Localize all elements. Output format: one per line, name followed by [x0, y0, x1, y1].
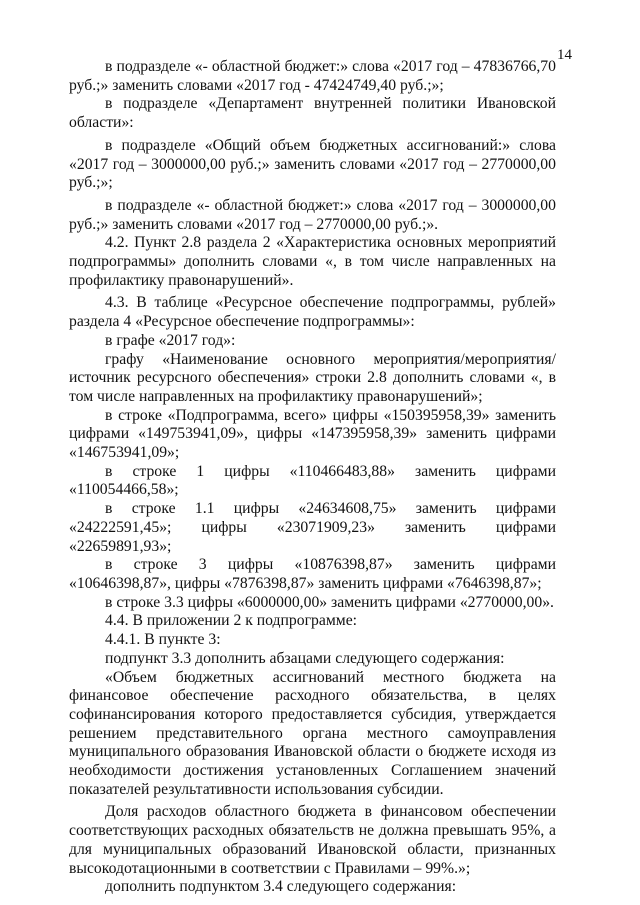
- paragraph-7: в графе «2017 год»:: [105, 331, 236, 349]
- paragraph-9: в строке «Подпрограмма, всего» цифры «150395958,39» заменить цифрами «149753941,09», цифры «147395958,39» заменить цифрами «146753941,09»;: [69, 406, 556, 462]
- paragraph-1: в подразделе «- областной бюджет:» слова «2017 год – 47836766,70 руб.;» заменить словами «2017 год - 47424749,40 руб.;»;: [69, 58, 556, 94]
- paragraph-5: 4.2. Пункт 2.8 раздела 2 «Характеристика основных мероприятий подпрограммы» дополнить словами «, в том числе направленных на профилактику правонарушений».: [69, 234, 556, 289]
- paragraph-17: «Объем бюджетных ассигнований местного бюджета на финансовое обеспечение расходного обязательства, в целях софинансирования которого предоставляется субсидия, утверждается решением представительного органа местного самоуправления муниципального образования Ивановской области о бюджете исходя из необходимости достижения установленных Соглашением значений показателей результативности использования субсидии.: [69, 668, 556, 798]
- document-body: [69, 58, 556, 897]
- paragraph-3: в подразделе «Общий объем бюджетных ассигнований:» слова «2017 год – 3000000,00 руб.;» заменить словами «2017 год – 2770000,00 руб.;»;: [69, 136, 556, 192]
- paragraph-8: графу «Наименование основного мероприятия/мероприятия/ источник ресурсного обеспечения» строки 2.8 дополнить словами «, в том числе направленных на профилактику правонарушений»;: [69, 350, 556, 405]
- paragraph-19: дополнить подпунктом 3.4 следующего содержания:: [105, 878, 457, 896]
- paragraph-16: подпункт 3.3 дополнить абзацами следующего содержания:: [105, 649, 505, 667]
- paragraph-13: в строке 3.3 цифры «6000000,00» заменить цифрами «2770000,00».: [105, 593, 554, 611]
- paragraph-18: Доля расходов областного бюджета в финансовом обеспечении соответствующих расходных обязательств не должна превышать 95%, а для муниципальных образований Ивановской области, признанных высокодотационными в соответствии с Правилами – 99%.»;: [69, 803, 556, 877]
- paragraph-10: в строке 1 цифры «110466483,88» заменить цифрами «110054466,58»;: [69, 462, 556, 499]
- paragraph-2: в подразделе «Департамент внутренней политики Ивановской области»:: [69, 95, 556, 132]
- paragraph-4: в подразделе «- областной бюджет:» слова «2017 год – 3000000,00 руб.;» заменить словами «2017 год – 2770000,00 руб.;».: [69, 196, 556, 233]
- paragraph-12: в строке 3 цифры «10876398,87» заменить цифрами «10646398,87», цифры «7876398,87» заменить цифрами «7646398,87»;: [69, 556, 556, 592]
- paragraph-6: 4.3. В таблице «Ресурсное обеспечение подпрограммы, рублей» раздела 4 «Ресурсное обеспечение подпрограммы»:: [69, 294, 556, 331]
- paragraph-14: 4.4. В приложении 2 к подпрограмме:: [105, 612, 358, 630]
- paragraph-11: в строке 1.1 цифры «24634608,75» заменить цифрами «24222591,45»; цифры «23071909,23» заменить цифрами «22659891,93»;: [69, 500, 556, 555]
- page-number: 14: [557, 47, 572, 63]
- paragraph-15: 4.4.1. В пункте 3:: [105, 631, 221, 649]
